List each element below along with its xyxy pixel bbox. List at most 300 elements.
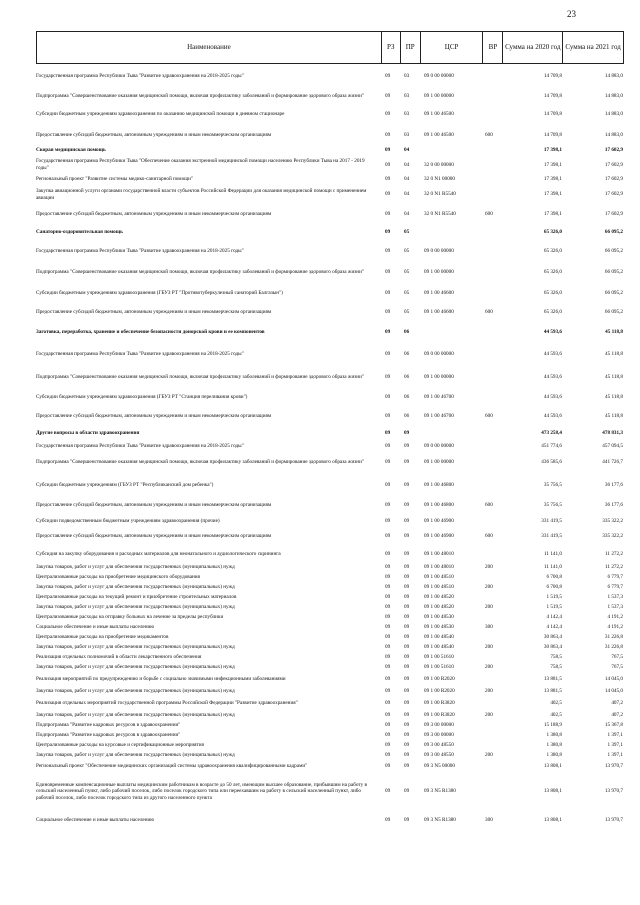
row-vr [483,672,503,686]
row-sum-2020: 15 188,9 [543,721,562,728]
row-sum-2021: 17 602,9 [604,147,623,154]
row-sum-2020: 758,5 [550,653,562,660]
row-name: Социальное обеспечение и иные выплаты населению [36,816,155,823]
row-rz: 09 [385,393,391,400]
row-csr: 09 3 N5 R1380 [424,816,456,823]
row-pr: 09 [404,711,410,718]
row-csr: 32 0 N1 R5540 [424,211,456,218]
table-row [36,225,624,240]
page-number: 23 [567,9,576,19]
row-sum-2020: 4 142,4 [546,623,562,630]
row-sum-2021: 45 118,8 [605,351,623,358]
row-rz: 09 [385,412,391,419]
table-row [36,740,624,750]
row-rz: 09 [385,268,391,275]
row-rz: 09 [385,229,391,236]
row-vr [483,174,503,185]
row-sum-2021: 11 272,2 [605,550,623,557]
row-name: Государственная программа Республики Тыва "Развитие здравоохранения на 2018-2025 годы" [36,351,244,358]
row-name: Реализация мероприятий по предупреждению и борьбе с социально значимыми инфекционными заболеваниями [36,675,286,682]
row-name: Закупка товаров, работ и услуг для обеспечения государственных (муниципальных) нужд [36,663,235,670]
row-pr: 06 [404,412,410,419]
table-row [36,622,624,632]
row-pr: 05 [404,247,410,254]
table-row [36,262,624,282]
row-sum-2021: 45 118,8 [605,328,623,335]
budget-table [36,31,624,829]
row-name: Подпрограмма "Совершенствование оказания медицинской помощи, включая профилактику заболеваний и формирование здорового образа жизни" [36,373,364,380]
row-sum-2021: 17 602,9 [604,176,623,183]
row-name: Субсидии подведомственным бюджетным учреждениям здравоохранения (прочие) [36,517,220,524]
table-row [36,672,624,686]
row-pr: 09 [404,583,410,590]
table-row [36,282,624,304]
row-name: Закупка товаров, работ и услуг для обеспечения государственных (муниципальных) нужд [36,711,235,718]
row-csr: 09 1 00 46800 [424,502,454,509]
table-row [36,612,624,622]
row-csr: 09 1 00 R3820 [424,711,455,718]
row-name: Закупка авиационной услуги органами государственной власти субъектов Российской Федерации для оказания медицинской помощи с применением авиации [36,187,367,201]
row-sum-2020: 473 258,4 [541,430,562,437]
row-rz: 09 [385,161,391,168]
row-csr: 09 0 00 00000 [424,72,454,79]
row-csr: 09 1 00 48510 [424,573,454,580]
table-row [36,388,624,406]
row-sum-2021: 13 970,7 [604,762,623,769]
row-vr: 300 [485,816,493,823]
row-name: Региональный проект "Развитие системы медико-санитарной помощи" [36,176,194,183]
row-vr [483,720,503,730]
row-csr: 09 1 00 46900 [424,517,454,524]
row-csr: 32 0 00 00000 [424,161,454,168]
row-rz: 09 [385,72,391,79]
row-sum-2020: 14 709,8 [543,92,562,99]
row-rz: 09 [385,816,391,823]
row-vr: 300 [485,623,493,630]
row-csr: 09 1 00 46800 [424,481,454,488]
row-vr [483,388,503,406]
row-rz: 09 [385,533,391,540]
row-name: Государственная программа Республики Тыва "Развитие здравоохранения на 2018-2025 годы" [36,72,244,79]
header-sum-2021: Сумма на 2021 год [562,32,623,63]
table-row [36,652,624,662]
row-csr: 09 1 00 51610 [424,653,454,660]
row-vr [483,88,503,104]
row-csr: 09 1 00 46600 [424,289,454,296]
row-name: Предоставление субсидий бюджетным, автономным учреждениям и иным некоммерческим организациям [36,309,272,316]
row-sum-2020: 13 881,5 [543,675,562,682]
row-pr: 09 [404,663,410,670]
row-pr: 05 [404,229,410,236]
row-rz: 09 [385,762,391,769]
row-vr [483,696,503,710]
row-pr: 03 [404,131,410,138]
row-sum-2021: 1 537,3 [607,603,623,610]
row-name: Закупка товаров, работ и услуг для обеспечения государственных (муниципальных) нужд [36,563,235,570]
table-row [36,496,624,515]
row-vr: 600 [485,412,493,419]
table-row [36,343,624,366]
row-vr: 600 [485,533,493,540]
table-row [36,582,624,592]
row-name: Государственная программа Республики Тыва "Обеспечение оказания экстренной медицинской помощи населению Республики Тыва на 2017 - 2019 годы" [36,158,365,171]
row-csr: 09 1 00 46900 [424,533,454,540]
row-pr: 03 [404,111,410,118]
row-sum-2020: 44 593,6 [543,373,562,380]
row-rz: 09 [385,711,391,718]
row-vr [483,652,503,662]
row-vr: 200 [485,711,493,718]
row-rz: 09 [385,663,391,670]
row-name: Субсидия на закупку оборудования и расходных материалов для неонатального и аудиологического скрининга [36,550,281,557]
row-sum-2020: 6 700,8 [546,573,562,580]
table-row [36,515,624,527]
row-csr: 09 1 00 R2020 [424,687,455,694]
row-pr: 09 [404,751,410,758]
row-vr: 200 [485,751,493,758]
table-row [36,426,624,441]
row-rz: 09 [385,573,391,580]
row-rz: 09 [385,643,391,650]
row-vr [483,64,503,88]
table-header [36,31,624,64]
table-row [36,686,624,696]
row-pr: 09 [404,788,410,795]
header-sum-2020: Сумма на 2020 год [502,32,562,63]
row-rz: 09 [385,191,391,198]
row-sum-2021: 14 883,0 [604,92,623,99]
row-vr: 200 [485,563,493,570]
row-name: Подпрограмма "Развитие кадровых ресурсов в здравоохранении" [36,721,181,728]
table-row [36,772,624,811]
row-csr: 09 1 00 R2020 [424,675,455,682]
row-sum-2020: 17 398,1 [543,176,562,183]
row-vr [483,156,503,174]
row-vr [483,104,503,125]
row-vr [483,451,503,474]
row-pr: 05 [404,289,410,296]
row-rz: 09 [385,328,391,335]
table-row [36,710,624,720]
row-pr: 06 [404,373,410,380]
row-csr: 09 1 00 48530 [424,623,454,630]
row-csr: 09 1 00 00000 [424,459,454,466]
table-row [36,441,624,451]
row-vr [483,321,503,343]
table-row [36,760,624,772]
row-csr: 32 0 N1 00000 [424,176,455,183]
row-pr: 09 [404,623,410,630]
row-name: Закупка товаров, работ и услуг для обеспечения государственных (муниципальных) нужд [36,603,235,610]
row-vr [483,760,503,772]
row-csr: 09 1 00 46600 [424,309,454,316]
row-sum-2020: 6 700,8 [546,583,562,590]
row-sum-2020: 35 756,5 [543,481,562,488]
row-vr: 600 [485,309,493,316]
row-pr: 09 [404,517,410,524]
row-csr [420,426,483,441]
row-sum-2021: 767,5 [611,653,623,660]
row-name: Санаторно-оздоровительная помощь [36,229,123,236]
row-csr [420,225,483,240]
row-rz: 09 [385,788,391,795]
row-sum-2020: 402,5 [550,699,562,706]
row-name: Централизованные расходы на приобретение медицинского оборудования [36,573,200,580]
row-sum-2020: 1 380,8 [546,751,562,758]
table-row [36,572,624,582]
row-sum-2021: 31 226,8 [604,643,623,650]
row-name: Централизованные расходы на отправку больных на лечение за пределы республики [36,613,224,620]
table-row [36,602,624,612]
row-vr: 200 [485,687,493,694]
row-sum-2021: 31 226,8 [604,633,623,640]
row-vr [483,441,503,451]
row-vr [483,474,503,496]
row-rz: 09 [385,92,391,99]
row-rz: 09 [385,563,391,570]
row-csr: 09 1 00 48010 [424,563,454,570]
row-pr: 09 [404,721,410,728]
row-vr [483,240,503,262]
row-csr: 09 1 00 R3820 [424,699,455,706]
row-csr: 09 1 00 48520 [424,603,454,610]
row-sum-2021: 335 322,2 [602,533,623,540]
row-rz: 09 [385,517,391,524]
row-vr [483,572,503,582]
table-row [36,304,624,321]
row-csr: 09 1 00 48510 [424,583,454,590]
row-vr [483,592,503,602]
row-csr: 09 3 00 00000 [424,721,454,728]
row-pr: 06 [404,393,410,400]
row-sum-2020: 17 398,1 [543,147,562,154]
table-row [36,632,624,642]
row-rz: 09 [385,613,391,620]
row-sum-2021: 66 095,2 [604,289,623,296]
row-name: Региональный проект "Обеспечение медицинских организаций системы здравоохранения квалифицированными кадрами" [36,762,308,769]
row-vr [483,632,503,642]
row-vr [483,730,503,740]
row-sum-2020: 44 593,6 [543,351,562,358]
header-rz: РЗ [381,32,400,63]
row-pr: 09 [404,533,410,540]
row-sum-2021: 66 095,2 [604,268,623,275]
row-csr: 09 1 00 46700 [424,393,454,400]
row-pr: 04 [404,147,410,154]
row-rz: 09 [385,633,391,640]
row-csr: 09 0 00 00000 [424,247,454,254]
row-pr: 09 [404,643,410,650]
row-sum-2020: 65 326,0 [543,289,562,296]
row-csr: 09 1 00 48540 [424,643,454,650]
row-name: Закупка товаров, работ и услуг для обеспечения государственных (муниципальных) нужд [36,687,235,694]
row-name: Подпрограмма "Совершенствование оказания медицинской помощи, включая профилактику заболеваний и формирование здорового образа жизни" [36,268,364,275]
row-sum-2021: 11 272,2 [605,563,623,570]
row-name: Другие вопросы в области здравоохранения [36,430,140,437]
table-row [36,730,624,740]
row-sum-2020: 402,5 [550,711,562,718]
row-pr: 06 [404,328,410,335]
row-vr [483,612,503,622]
row-rz: 09 [385,247,391,254]
row-name: Субсидии бюджетным учреждениям здравоохранения (ГБУЗ РТ "Станция переливания крови") [36,393,248,400]
row-csr: 09 3 00 00000 [424,731,454,738]
row-rz: 09 [385,430,391,437]
row-csr: 09 1 00 00000 [424,373,454,380]
row-vr [483,262,503,282]
row-csr: 09 1 00 46500 [424,111,454,118]
row-sum-2020: 44 593,6 [543,328,562,335]
table-row [36,156,624,174]
row-csr: 09 1 00 48520 [424,593,454,600]
row-pr: 09 [404,687,410,694]
row-vr [483,225,503,240]
row-vr [483,426,503,441]
row-name: Реализация отдельных мероприятий государственной программы Российской Федерации "Развитие здравоохранения" [36,699,298,706]
row-sum-2021: 4 191,2 [607,623,623,630]
row-name: Централизованные расходы на текущий ремонт и приобретение строительных материалов [36,593,237,600]
row-sum-2020: 758,5 [550,663,562,670]
row-rz: 09 [385,593,391,600]
row-rz: 09 [385,721,391,728]
row-sum-2021: 66 095,2 [604,229,623,236]
row-sum-2021: 457 094,5 [602,442,623,449]
row-vr: 200 [485,663,493,670]
table-row [36,696,624,710]
table-row [36,240,624,262]
row-csr: 09 0 00 00000 [424,442,454,449]
row-sum-2020: 4 142,4 [546,613,562,620]
row-sum-2020: 44 593,6 [543,412,562,419]
row-sum-2021: 45 118,8 [605,393,623,400]
row-pr: 03 [404,72,410,79]
row-sum-2020: 65 326,0 [543,309,562,316]
row-vr [483,546,503,562]
row-sum-2020: 44 593,6 [543,393,562,400]
row-sum-2021: 45 118,8 [605,412,623,419]
table-row [36,527,624,546]
row-name: Предоставление субсидий бюджетным, автономным учреждениям и иным некоммерческим организациям [36,211,272,218]
row-sum-2020: 331 419,5 [541,517,562,524]
row-sum-2021: 335 322,2 [602,517,623,524]
row-sum-2021: 14 883,0 [604,72,623,79]
row-name: Централизованные расходы на курсовые и сертификационные мероприятия [36,741,204,748]
row-sum-2021: 6 779,7 [607,583,623,590]
row-name: Предоставление субсидий бюджетным, автономным учреждениям и иным некоммерческим организациям [36,412,272,419]
row-sum-2020: 35 756,5 [543,502,562,509]
row-rz: 09 [385,603,391,610]
row-csr: 09 1 00 48530 [424,613,454,620]
row-rz: 09 [385,502,391,509]
row-name: Подпрограмма "Развитие кадровых ресурсов в здравоохранении" [36,731,181,738]
row-vr [483,772,503,811]
table-row [36,546,624,562]
row-pr: 09 [404,699,410,706]
row-sum-2021: 36 177,6 [604,502,623,509]
table-row [36,811,624,829]
row-rz: 09 [385,351,391,358]
row-name: Единовременные компенсационные выплаты медицинским работникам в возрасте до 50 лет, имеющим высшее образование, прибывшим на работу в сельский населенный пункт, либо рабочий поселок, либо поселок городского типа или переехавшим на работу в сельский населенный пункт, либо рабочий поселок, либо поселок городского типа из другого населенного пункта [36,781,367,801]
row-name: Подпрограмма "Совершенствование оказания медицинской помощи, включая профилактику заболеваний и формирование здорового образа жизни" [36,92,364,99]
header-csr: ЦСР [420,32,483,63]
row-vr [483,145,503,156]
table-row [36,720,624,730]
row-csr: 09 3 00 48550 [424,741,454,748]
row-sum-2020: 14 709,8 [543,111,562,118]
row-pr: 09 [404,430,410,437]
row-name: Субсидии бюджетным учреждениям здравоохранения по оказанию медицинской помощи в дневном стационаре [36,111,285,118]
row-name: Предоставление субсидий бюджетным, автономным учреждениям и иным некоммерческим организациям [36,533,272,540]
row-pr: 09 [404,573,410,580]
row-sum-2021: 13 970,7 [604,788,623,795]
row-name: Закупка товаров, работ и услуг для обеспечения государственных (муниципальных) нужд [36,583,235,590]
row-vr: 600 [485,131,493,138]
row-csr: 09 3 00 48550 [424,751,454,758]
row-vr [483,515,503,527]
row-sum-2020: 13 808,1 [543,788,562,795]
header-name: Наименование [187,43,231,52]
row-csr: 32 0 N1 R5540 [424,191,456,198]
row-name: Заготовка, переработка, хранение и обеспечение безопасности донорской крови и ее компонентов [36,328,265,335]
row-pr: 09 [404,459,410,466]
row-rz: 09 [385,442,391,449]
table-body [36,64,624,829]
row-sum-2021: 478 831,3 [602,430,623,437]
row-name: Субсидии бюджетным учреждениям (ГБУЗ РТ "Республиканский дом ребенка") [36,481,214,488]
row-sum-2020: 17 398,1 [543,211,562,218]
row-sum-2021: 14 883,0 [604,111,623,118]
row-sum-2021: 4 191,2 [607,613,623,620]
row-sum-2021: 407,2 [611,699,623,706]
table-row [36,642,624,652]
table-row [36,174,624,185]
row-sum-2020: 1 519,5 [546,603,562,610]
row-pr: 09 [404,633,410,640]
row-sum-2020: 14 709,8 [543,131,562,138]
row-pr: 04 [404,176,410,183]
row-sum-2021: 407,2 [611,711,623,718]
row-sum-2021: 441 726,7 [602,459,623,466]
table-row [36,104,624,125]
table-row [36,750,624,760]
row-rz: 09 [385,550,391,557]
table-row [36,562,624,572]
row-pr: 05 [404,268,410,275]
row-name: Реализация отдельных полномочий в области лекарственного обеспечения [36,653,202,660]
table-row [36,662,624,672]
row-csr: 09 1 00 46700 [424,412,454,419]
header-vr: ВР [482,32,502,63]
row-vr: 200 [485,603,493,610]
row-name: Субсидии бюджетным учреждениям здравоохранения (ГБУЗ РТ "Противотуберкулезный санаторий Балгазын") [36,289,283,296]
row-vr: 200 [485,643,493,650]
row-pr: 04 [404,161,410,168]
row-rz: 09 [385,211,391,218]
row-pr: 03 [404,92,410,99]
row-name: Закупка товаров, работ и услуг для обеспечения государственных (муниципальных) нужд [36,751,235,758]
row-rz: 09 [385,309,391,316]
row-sum-2020: 11 141,0 [544,563,562,570]
row-name: Централизованные расходы на приобретение медикаментов [36,633,169,640]
row-name: Предоставление субсидий бюджетным, автономным учреждениям и иным некоммерческим организациям [36,131,272,138]
row-sum-2020: 13 881,5 [543,687,562,694]
row-sum-2021: 1 397,1 [607,751,623,758]
row-name: Государственная программа Республики Тыва "Развитие здравоохранения на 2018-2025 годы" [36,442,244,449]
row-rz: 09 [385,131,391,138]
row-rz: 09 [385,373,391,380]
row-pr: 09 [404,816,410,823]
row-csr: 09 1 00 48010 [424,550,454,557]
